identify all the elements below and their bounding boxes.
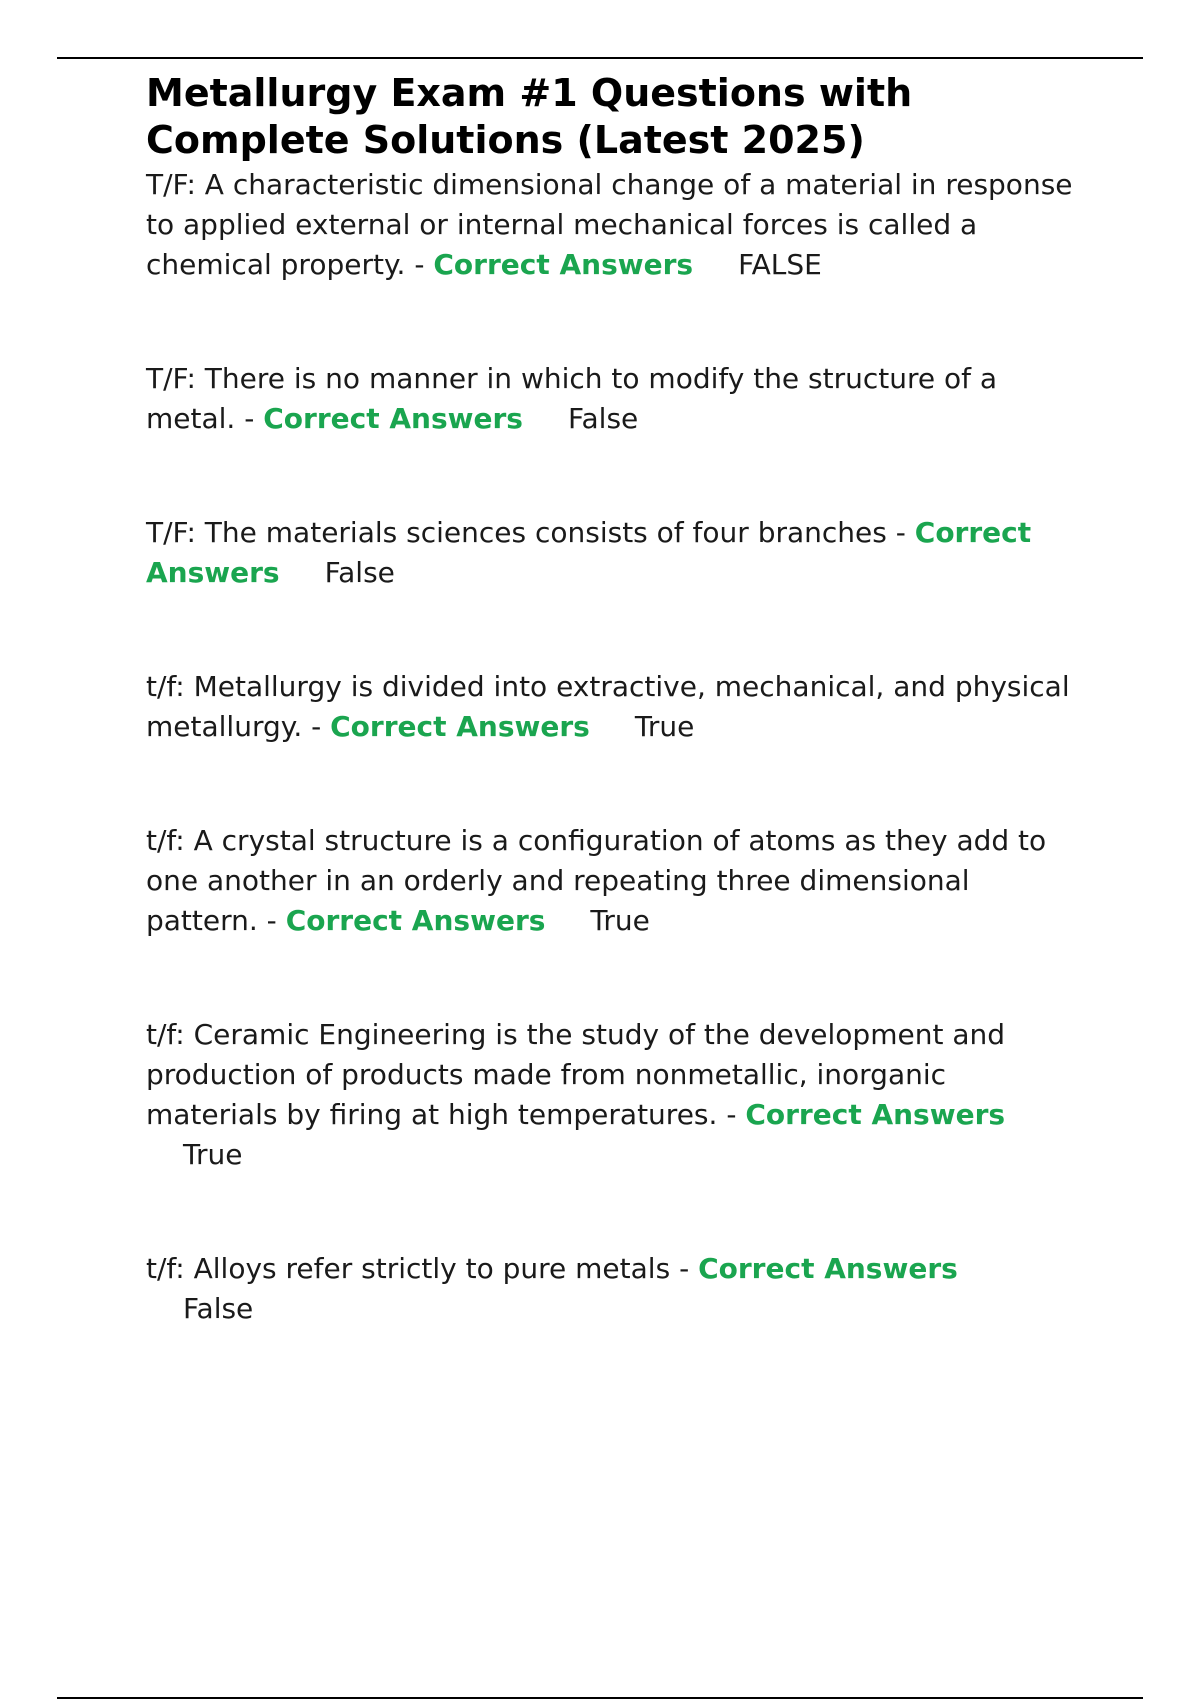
answer-value: False bbox=[324, 556, 395, 589]
answer-value: FALSE bbox=[738, 248, 822, 281]
answer-value: True bbox=[634, 710, 695, 743]
correct-answers-label: Correct Answers bbox=[263, 402, 523, 435]
answer-value: False bbox=[183, 1292, 254, 1325]
correct-answers-label: Correct Answers bbox=[146, 516, 1032, 589]
question-text: t/f: Alloys refer strictly to pure metals bbox=[146, 1252, 671, 1285]
question-text: T/F: The materials sciences consists of four branches bbox=[146, 516, 887, 549]
document-title: Metallurgy Exam #1 Questions with Complete Solutions (Latest 2025) bbox=[146, 71, 913, 162]
question-item bbox=[146, 1015, 1086, 1175]
question-item bbox=[146, 165, 1086, 285]
separator: - bbox=[235, 402, 264, 435]
question-text: t/f: A crystal structure is a configuration of atoms as they add to one another in an orderly and repeating three dimensional pattern. bbox=[146, 824, 1047, 937]
separator: - bbox=[405, 248, 434, 281]
separator: - bbox=[670, 1252, 699, 1285]
separator: - bbox=[257, 904, 286, 937]
answer-value: False bbox=[567, 402, 639, 435]
question-item bbox=[146, 513, 1086, 593]
document-body bbox=[146, 70, 1086, 1403]
question-text: t/f: Metallurgy is divided into extractive, mechanical, and physical metallurgy. bbox=[146, 670, 1070, 743]
correct-answers-label: Correct Answers bbox=[745, 1098, 1006, 1131]
separator: - bbox=[886, 516, 915, 549]
question-item bbox=[146, 1249, 1086, 1329]
question-item bbox=[146, 821, 1086, 941]
correct-answers-label: Correct Answers bbox=[698, 1252, 958, 1285]
correct-answers-label: Correct Answers bbox=[285, 904, 546, 937]
top-rule bbox=[57, 57, 1143, 59]
question-text: T/F: There is no manner in which to modify the structure of a metal. bbox=[146, 362, 998, 435]
correct-answers-label: Correct Answers bbox=[330, 710, 590, 743]
correct-answers-label: Correct Answers bbox=[433, 248, 694, 281]
separator: - bbox=[302, 710, 331, 743]
separator: - bbox=[717, 1098, 746, 1131]
answer-value: True bbox=[590, 904, 650, 937]
question-text: T/F: A characteristic dimensional change of a material in response to applied external or internal mechanical forces is called a chemical property. bbox=[146, 168, 1073, 281]
question-item bbox=[146, 667, 1086, 747]
question-item bbox=[146, 359, 1086, 439]
answer-value: True bbox=[183, 1138, 243, 1171]
question-text: t/f: Ceramic Engineering is the study of the development and production of products made from nonmetallic, inorganic materials by firing at high temperatures. bbox=[146, 1018, 1006, 1131]
question-list bbox=[146, 165, 1086, 1329]
bottom-rule bbox=[57, 1697, 1143, 1699]
